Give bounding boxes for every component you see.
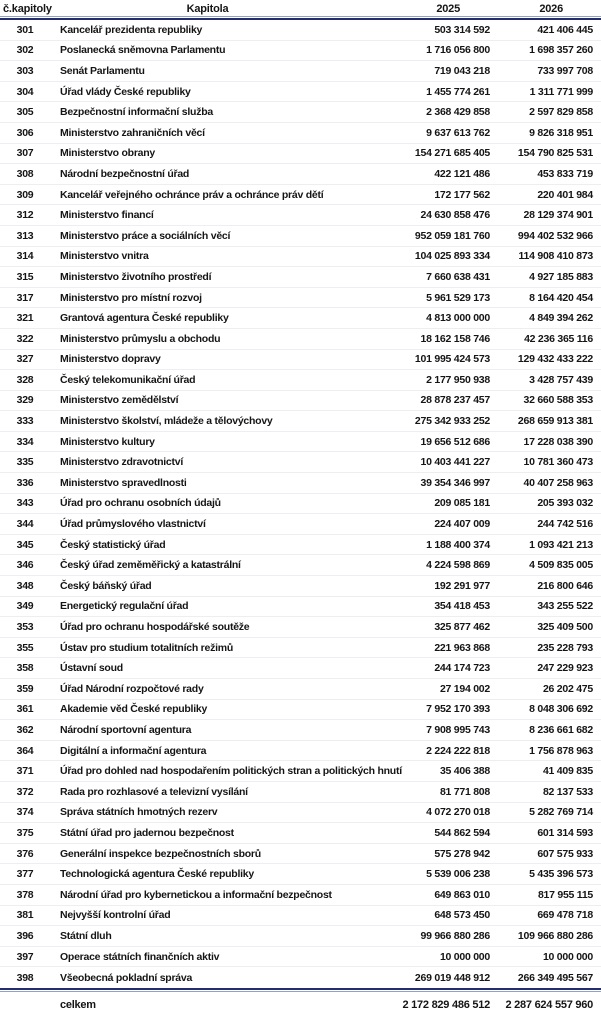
table-row xyxy=(0,576,601,597)
table-row xyxy=(0,823,601,844)
chapter-number: 317 xyxy=(16,291,34,304)
chapter-name: Úřad pro dohled nad hospodařením politických stran a politických hnutí xyxy=(60,765,402,778)
table-row xyxy=(0,61,601,82)
value-2026: 669 478 718 xyxy=(537,909,593,922)
total-value-2026: 2 287 624 557 960 xyxy=(505,998,593,1011)
chapter-number: 372 xyxy=(16,785,34,798)
table-row xyxy=(0,535,601,556)
chapter-name: Ministerstvo kultury xyxy=(60,435,155,448)
value-2025: 10 000 000 xyxy=(439,950,490,963)
chapter-number: 309 xyxy=(16,188,34,201)
value-2026: 9 826 318 951 xyxy=(529,126,593,139)
value-2025: 7 952 170 393 xyxy=(426,703,490,716)
total-row xyxy=(0,992,601,1018)
value-2026: 247 229 923 xyxy=(537,662,593,675)
chapter-number: 348 xyxy=(16,579,34,592)
value-2025: 1 455 774 261 xyxy=(426,85,490,98)
table-row xyxy=(0,144,601,165)
value-2025: 5 961 529 173 xyxy=(426,291,490,304)
chapter-name: Ministerstvo školství, mládeže a tělovýchovy xyxy=(60,415,273,428)
value-2025: 269 019 448 912 xyxy=(414,971,490,984)
chapter-name: Ministerstvo vnitra xyxy=(60,250,149,263)
table-row xyxy=(0,679,601,700)
value-2025: 325 877 462 xyxy=(434,621,490,634)
value-2026: 32 660 588 353 xyxy=(523,394,593,407)
chapter-name: Kancelář veřejného ochránce práv a ochránce práv dětí xyxy=(60,188,324,201)
table-row xyxy=(0,720,601,741)
value-2026: 26 202 475 xyxy=(542,682,593,695)
chapter-number: 349 xyxy=(16,600,34,613)
chapter-name: Operace státních finančních aktiv xyxy=(60,950,220,963)
value-2026: 601 314 593 xyxy=(537,826,593,839)
table-row xyxy=(0,782,601,803)
table-row xyxy=(0,350,601,371)
table-row xyxy=(0,123,601,144)
chapter-name: Ministerstvo zahraničních věcí xyxy=(60,126,205,139)
chapter-name: Ústavní soud xyxy=(60,662,123,675)
chapter-number: 374 xyxy=(16,806,34,819)
value-2025: 35 406 388 xyxy=(439,765,490,778)
value-2026: 220 401 984 xyxy=(537,188,593,201)
chapter-number: 304 xyxy=(16,85,34,98)
value-2025: 503 314 592 xyxy=(434,23,490,36)
total-label: celkem xyxy=(60,998,96,1011)
value-2025: 575 278 942 xyxy=(434,847,490,860)
value-2025: 192 291 977 xyxy=(434,579,490,592)
value-2026: 244 742 516 xyxy=(537,518,593,531)
chapter-number: 375 xyxy=(16,826,34,839)
chapter-name: Nejvyšší kontrolní úřad xyxy=(60,909,171,922)
chapter-name: Rada pro rozhlasové a televizní vysílání xyxy=(60,785,248,798)
chapter-name: Poslanecká sněmovna Parlamentu xyxy=(60,44,226,57)
chapter-number: 314 xyxy=(16,250,34,263)
value-2026: 8 048 306 692 xyxy=(529,703,593,716)
chapter-number: 307 xyxy=(16,147,34,160)
value-2025: 719 043 218 xyxy=(434,64,490,77)
value-2026: 3 428 757 439 xyxy=(529,373,593,386)
chapter-name: Ministerstvo pro místní rozvoj xyxy=(60,291,202,304)
chapter-number: 302 xyxy=(16,44,34,57)
value-2026: 82 137 533 xyxy=(542,785,593,798)
chapter-name: Senát Parlamentu xyxy=(60,64,145,77)
value-2025: 81 771 808 xyxy=(439,785,490,798)
table-row xyxy=(0,20,601,41)
chapter-number: 346 xyxy=(16,559,34,572)
value-2025: 19 656 512 686 xyxy=(420,435,490,448)
table-row xyxy=(0,473,601,494)
chapter-number: 398 xyxy=(16,971,34,984)
value-2026: 5 435 396 573 xyxy=(529,868,593,881)
table-row xyxy=(0,432,601,453)
chapter-name: Bezpečnostní informační služba xyxy=(60,106,213,119)
value-2025: 4 813 000 000 xyxy=(426,312,490,325)
chapter-name: Úřad průmyslového vlastnictví xyxy=(60,518,206,531)
chapter-number: 301 xyxy=(16,23,34,36)
chapter-number: 377 xyxy=(16,868,34,881)
column-header-chapter-number: č.kapitoly xyxy=(3,2,52,15)
value-2025: 101 995 424 573 xyxy=(414,353,490,366)
table-row xyxy=(0,288,601,309)
value-2026: 4 849 394 262 xyxy=(529,312,593,325)
table-row xyxy=(0,308,601,329)
table-row xyxy=(0,329,601,350)
table-row xyxy=(0,82,601,103)
chapter-number: 358 xyxy=(16,662,34,675)
value-2026: 1 093 421 213 xyxy=(529,538,593,551)
value-2025: 224 407 009 xyxy=(434,518,490,531)
table-row xyxy=(0,452,601,473)
chapter-number: 343 xyxy=(16,497,34,510)
column-header-chapter-name: Kapitola xyxy=(186,2,229,15)
table-row xyxy=(0,658,601,679)
value-2025: 544 862 594 xyxy=(434,826,490,839)
chapter-number: 359 xyxy=(16,682,34,695)
chapter-name: Český úřad zeměměřický a katastrální xyxy=(60,559,241,572)
chapter-number: 328 xyxy=(16,373,34,386)
chapter-name: Úřad pro ochranu hospodářské soutěže xyxy=(60,621,250,634)
value-2026: 114 908 410 873 xyxy=(518,250,593,263)
table-row xyxy=(0,164,601,185)
value-2026: 10 781 360 473 xyxy=(523,456,593,469)
table-row xyxy=(0,185,601,206)
table-row xyxy=(0,205,601,226)
chapter-number: 308 xyxy=(16,167,34,180)
chapter-name: Kancelář prezidenta republiky xyxy=(60,23,203,36)
value-2025: 104 025 893 334 xyxy=(414,250,490,263)
chapter-number: 353 xyxy=(16,621,34,634)
value-2026: 40 407 258 963 xyxy=(523,476,593,489)
value-2026: 8 164 420 454 xyxy=(529,291,593,304)
chapter-number: 327 xyxy=(16,353,34,366)
table-row xyxy=(0,267,601,288)
value-2026: 235 228 793 xyxy=(537,641,593,654)
value-2026: 607 575 933 xyxy=(537,847,593,860)
value-2025: 648 573 450 xyxy=(434,909,490,922)
value-2026: 205 393 032 xyxy=(537,497,593,510)
chapter-number: 315 xyxy=(16,270,34,283)
chapter-name: Ministerstvo průmyslu a obchodu xyxy=(60,332,221,345)
chapter-name: Ministerstvo spravedlnosti xyxy=(60,476,187,489)
table-row xyxy=(0,761,601,782)
value-2026: 5 282 769 714 xyxy=(529,806,593,819)
table-row xyxy=(0,803,601,824)
chapter-number: 371 xyxy=(16,765,34,778)
value-2026: 4 509 835 005 xyxy=(529,559,593,572)
chapter-number: 305 xyxy=(16,106,34,119)
value-2025: 244 174 723 xyxy=(434,662,490,675)
table-row xyxy=(0,226,601,247)
table-row xyxy=(0,638,601,659)
total-value-2025: 2 172 829 486 512 xyxy=(402,998,490,1011)
table-row xyxy=(0,700,601,721)
value-2026: 325 409 500 xyxy=(537,621,593,634)
value-2025: 221 963 868 xyxy=(434,641,490,654)
table-row xyxy=(0,514,601,535)
value-2026: 17 228 038 390 xyxy=(523,435,593,448)
chapter-number: 376 xyxy=(16,847,34,860)
value-2025: 1 188 400 374 xyxy=(426,538,490,551)
chapter-number: 335 xyxy=(16,456,34,469)
chapter-name: Český telekomunikační úřad xyxy=(60,373,196,386)
chapter-name: Ministerstvo obrany xyxy=(60,147,156,160)
table-row xyxy=(0,885,601,906)
value-2025: 649 863 010 xyxy=(434,888,490,901)
chapter-number: 334 xyxy=(16,435,34,448)
value-2026: 4 927 185 883 xyxy=(529,270,593,283)
chapter-name: Ministerstvo životního prostředí xyxy=(60,270,212,283)
table-row xyxy=(0,967,601,988)
chapter-name: Akademie věd České republiky xyxy=(60,703,208,716)
table-header-row xyxy=(0,1,601,16)
value-2025: 275 342 933 252 xyxy=(414,415,490,428)
value-2025: 354 418 453 xyxy=(434,600,490,613)
value-2025: 4 072 270 018 xyxy=(426,806,490,819)
value-2025: 7 908 995 743 xyxy=(426,723,490,736)
value-2025: 10 403 441 227 xyxy=(420,456,490,469)
value-2026: 28 129 374 901 xyxy=(523,209,593,222)
value-2025: 1 716 056 800 xyxy=(426,44,490,57)
value-2026: 268 659 913 381 xyxy=(517,415,593,428)
chapter-name: Energetický regulační úřad xyxy=(60,600,189,613)
chapter-name: Ministerstvo zdravotnictví xyxy=(60,456,184,469)
table-row xyxy=(0,391,601,412)
chapter-number: 397 xyxy=(16,950,34,963)
value-2025: 39 354 346 997 xyxy=(420,476,490,489)
table-body xyxy=(0,20,601,988)
chapter-number: 378 xyxy=(16,888,34,901)
table-row xyxy=(0,494,601,515)
value-2025: 209 085 181 xyxy=(434,497,490,510)
value-2026: 109 966 880 286 xyxy=(517,929,593,942)
chapter-name: Technologická agentura České republiky xyxy=(60,868,254,881)
value-2025: 9 637 613 762 xyxy=(426,126,490,139)
chapter-name: Ministerstvo financí xyxy=(60,209,154,222)
chapter-number: 396 xyxy=(16,929,34,942)
chapter-number: 355 xyxy=(16,641,34,654)
value-2026: 10 000 000 xyxy=(542,950,593,963)
chapter-name: Český statistický úřad xyxy=(60,538,166,551)
value-2025: 99 966 880 286 xyxy=(420,929,490,942)
table-row xyxy=(0,247,601,268)
table-row xyxy=(0,926,601,947)
table-row xyxy=(0,617,601,638)
table-row xyxy=(0,597,601,618)
value-2025: 952 059 181 760 xyxy=(414,229,490,242)
table-row xyxy=(0,370,601,391)
value-2026: 1 698 357 260 xyxy=(529,44,593,57)
chapter-name: Český báňský úřad xyxy=(60,579,152,592)
value-2026: 129 432 433 222 xyxy=(517,353,593,366)
value-2025: 2 224 222 818 xyxy=(426,744,490,757)
chapter-name: Úřad vlády České republiky xyxy=(60,85,191,98)
value-2025: 27 194 002 xyxy=(439,682,490,695)
chapter-number: 329 xyxy=(16,394,34,407)
chapter-name: Úřad pro ochranu osobních údajů xyxy=(60,497,221,510)
value-2025: 5 539 006 238 xyxy=(426,868,490,881)
chapter-name: Digitální a informační agentura xyxy=(60,744,207,757)
table-row xyxy=(0,906,601,927)
value-2025: 28 878 237 457 xyxy=(420,394,490,407)
chapter-name: Ústav pro studium totalitních režimů xyxy=(60,641,234,654)
chapter-number: 336 xyxy=(16,476,34,489)
chapter-name: Správa státních hmotných rezerv xyxy=(60,806,218,819)
value-2026: 453 833 719 xyxy=(537,167,593,180)
table-row xyxy=(0,947,601,968)
value-2026: 1 756 878 963 xyxy=(529,744,593,757)
chapter-name: Národní úřad pro kybernetickou a informační bezpečnost xyxy=(60,888,332,901)
value-2026: 41 409 835 xyxy=(542,765,593,778)
value-2026: 154 790 825 531 xyxy=(517,147,593,160)
chapter-name: Všeobecná pokladní správa xyxy=(60,971,193,984)
chapter-number: 303 xyxy=(16,64,34,77)
chapter-number: 333 xyxy=(16,415,34,428)
value-2026: 42 236 365 116 xyxy=(524,332,593,345)
column-header-2025: 2025 xyxy=(436,2,460,15)
value-2026: 733 997 708 xyxy=(537,64,593,77)
table-row xyxy=(0,411,601,432)
chapter-number: 381 xyxy=(16,909,34,922)
value-2025: 172 177 562 xyxy=(434,188,490,201)
table-row xyxy=(0,102,601,123)
value-2025: 18 162 158 746 xyxy=(420,332,490,345)
value-2026: 817 955 115 xyxy=(537,888,593,901)
table-row xyxy=(0,844,601,865)
value-2025: 422 121 486 xyxy=(434,167,490,180)
chapter-name: Národní bezpečnostní úřad xyxy=(60,167,190,180)
chapter-name: Státní dluh xyxy=(60,929,112,942)
chapter-number: 364 xyxy=(16,744,34,757)
chapter-name: Státní úřad pro jadernou bezpečnost xyxy=(60,826,234,839)
value-2026: 216 800 646 xyxy=(537,579,593,592)
table-row xyxy=(0,41,601,62)
value-2026: 2 597 829 858 xyxy=(529,106,593,119)
value-2025: 7 660 638 431 xyxy=(426,270,490,283)
chapter-number: 312 xyxy=(16,209,34,222)
chapter-number: 313 xyxy=(16,229,34,242)
chapter-name: Grantová agentura České republiky xyxy=(60,312,229,325)
chapter-name: Úřad Národní rozpočtové rady xyxy=(60,682,204,695)
chapter-number: 344 xyxy=(16,518,34,531)
chapter-number: 322 xyxy=(16,332,34,345)
chapter-number: 362 xyxy=(16,723,34,736)
value-2025: 2 177 950 938 xyxy=(426,373,490,386)
value-2025: 154 271 685 405 xyxy=(414,147,490,160)
chapter-name: Ministerstvo dopravy xyxy=(60,353,161,366)
value-2025: 4 224 598 869 xyxy=(426,559,490,572)
value-2025: 24 630 858 476 xyxy=(420,209,490,222)
value-2026: 343 255 522 xyxy=(537,600,593,613)
chapter-number: 321 xyxy=(16,312,34,325)
table-row xyxy=(0,555,601,576)
chapter-name: Generální inspekce bezpečnostních sborů xyxy=(60,847,261,860)
chapter-number: 306 xyxy=(16,126,34,139)
value-2026: 1 311 771 999 xyxy=(529,85,593,98)
value-2026: 421 406 445 xyxy=(537,23,593,36)
value-2026: 8 236 661 682 xyxy=(529,723,593,736)
chapter-number: 361 xyxy=(16,703,34,716)
value-2025: 2 368 429 858 xyxy=(426,106,490,119)
chapter-name: Ministerstvo práce a sociálních věcí xyxy=(60,229,231,242)
value-2026: 266 349 495 567 xyxy=(517,971,593,984)
table-row xyxy=(0,741,601,762)
table-row xyxy=(0,864,601,885)
value-2026: 994 402 532 966 xyxy=(517,229,593,242)
chapter-number: 345 xyxy=(16,538,34,551)
column-header-2026: 2026 xyxy=(539,2,563,15)
chapter-name: Národní sportovní agentura xyxy=(60,723,192,736)
chapter-name: Ministerstvo zemědělství xyxy=(60,394,179,407)
